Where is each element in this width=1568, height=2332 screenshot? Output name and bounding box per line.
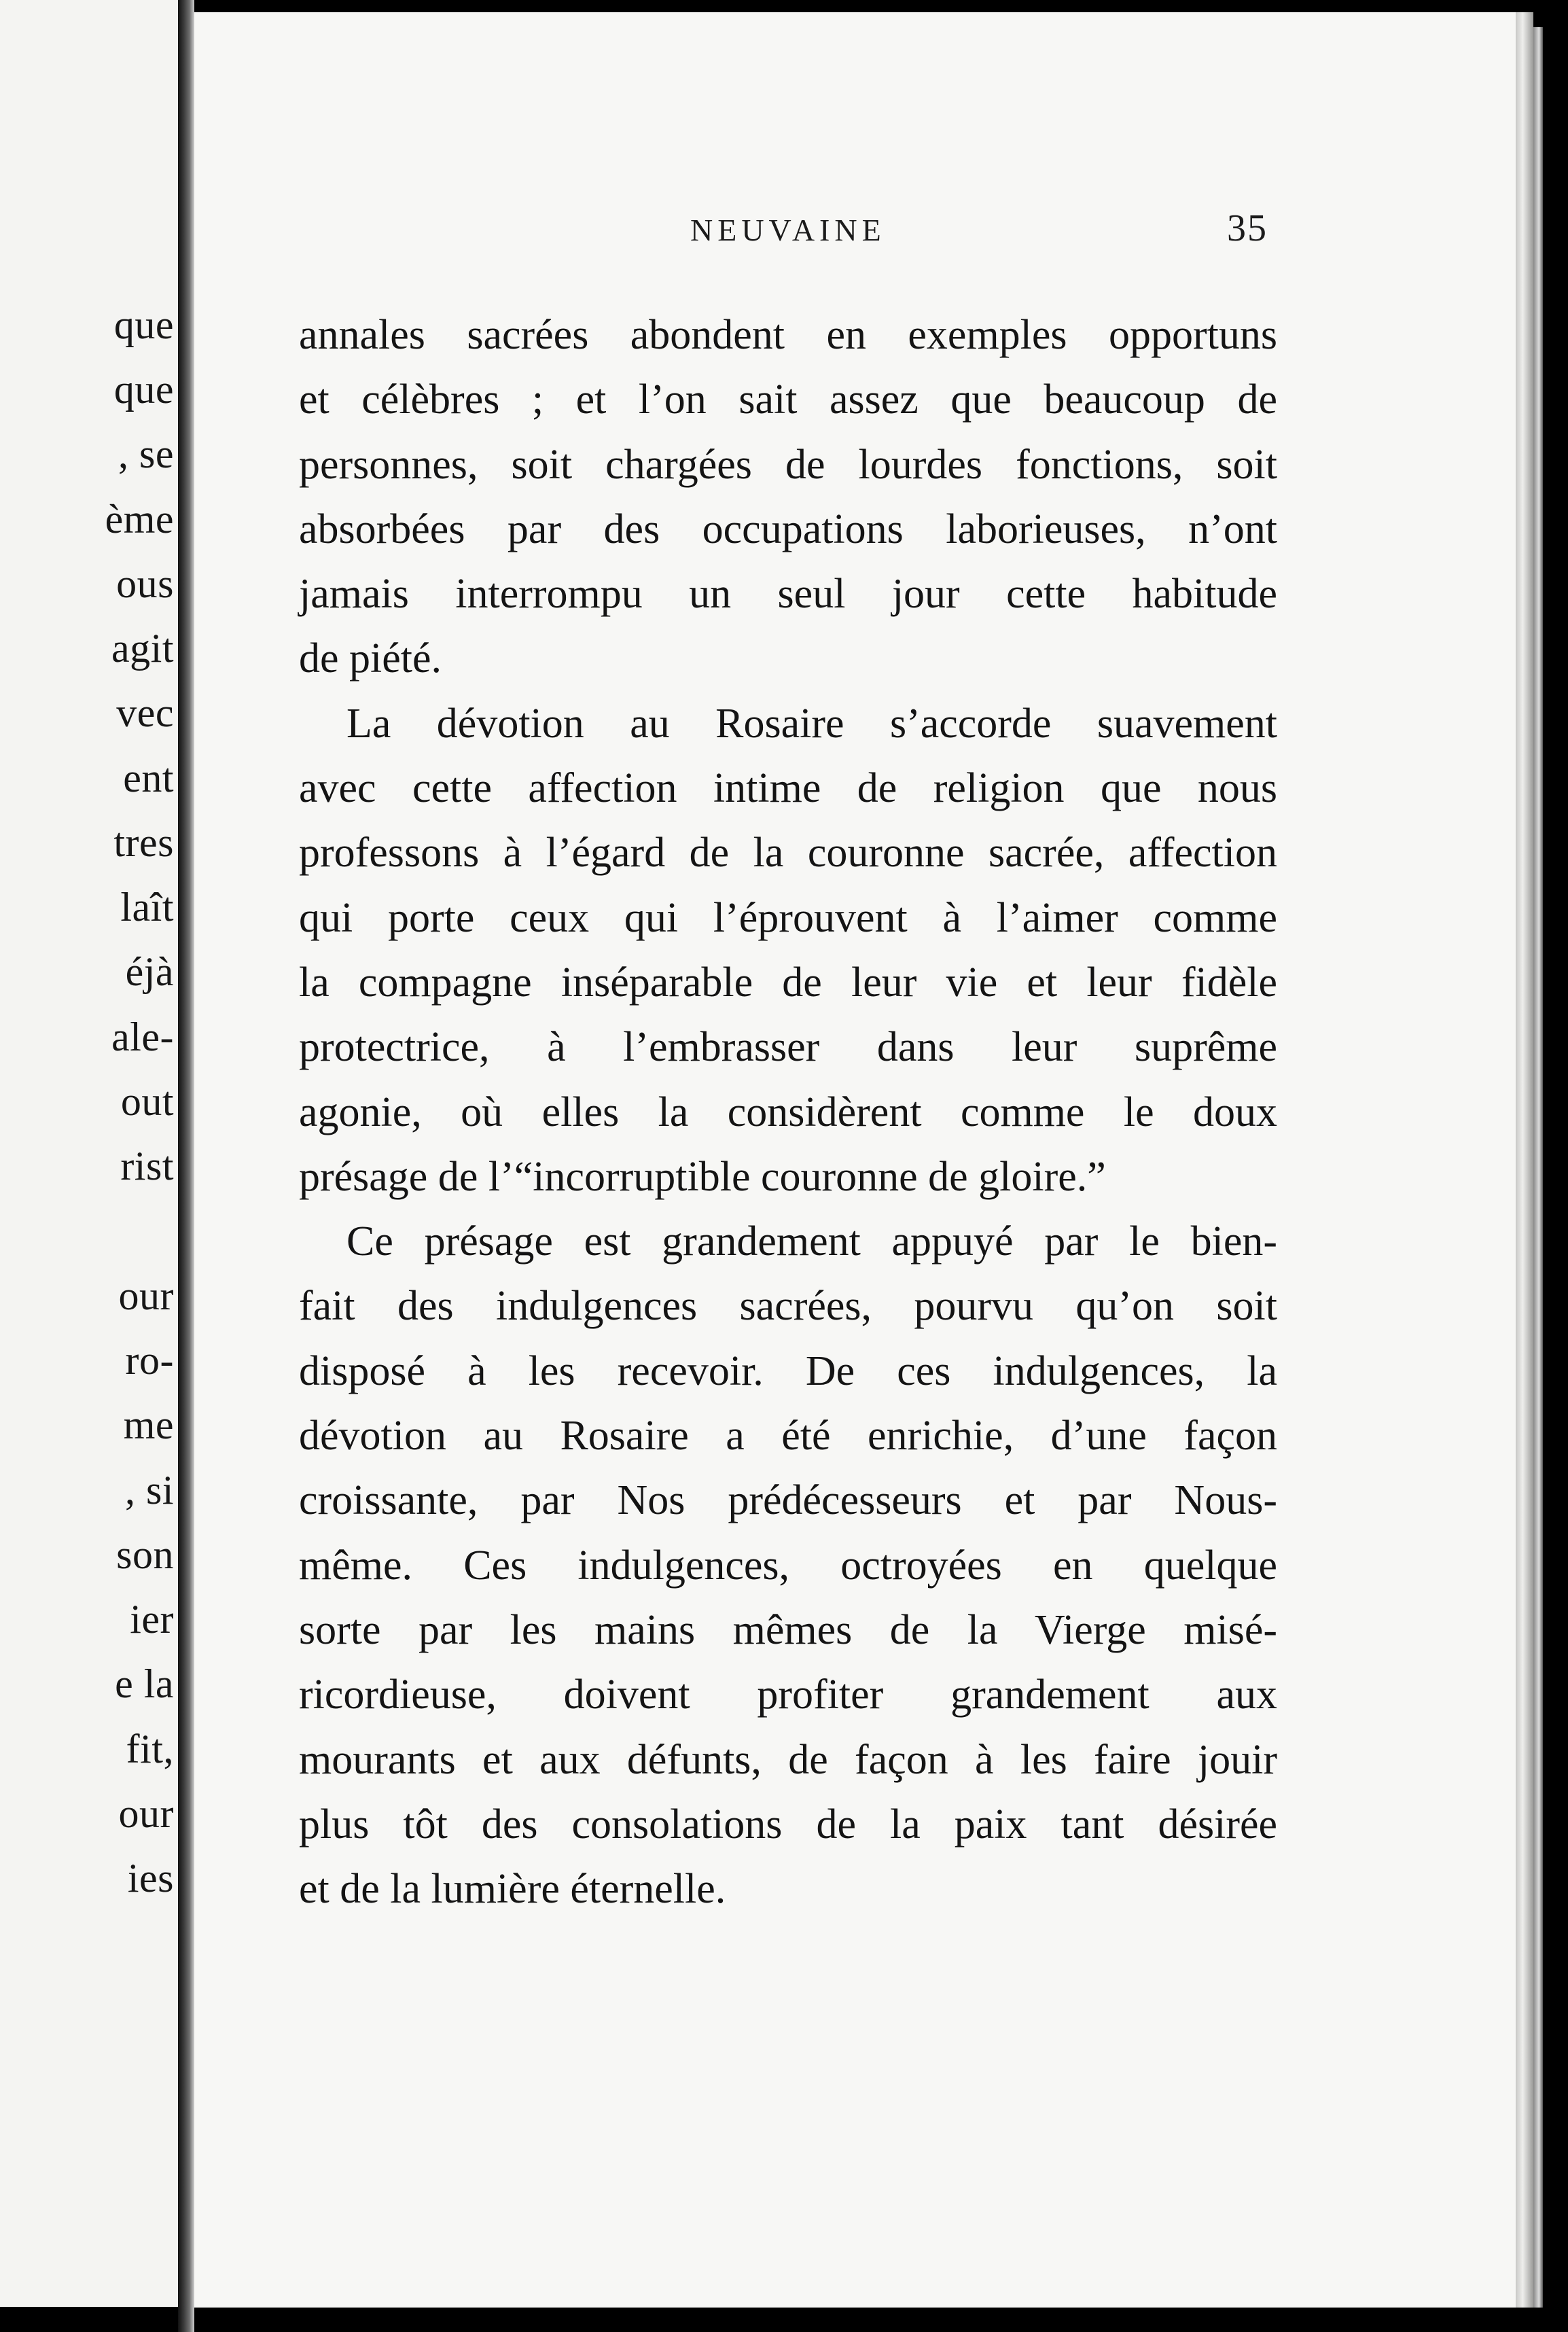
text-line: personnes, soit chargées de lourdes fonctions, soit: [299, 441, 1277, 488]
facing-page-fragment: our: [118, 1273, 174, 1318]
facing-page-fragment: , si: [124, 1468, 174, 1513]
facing-page-fragment: out: [120, 1079, 174, 1124]
facing-page-fragment: son: [116, 1532, 174, 1577]
text-line: la compagne inséparable de leur vie et leur fidèle: [299, 959, 1277, 1006]
facing-page-fragment: ent: [123, 756, 174, 800]
text-line: plus tôt des consolations de la paix tant désirée: [299, 1801, 1277, 1848]
text-line: avec cette affection intime de religion que nous: [299, 765, 1277, 812]
text-line: ricordieuse, doivent profiter grandement aux: [299, 1672, 1277, 1718]
text-line: protectrice, à l’embrasser dans leur suprême: [299, 1024, 1277, 1071]
facing-page-fragment: tres: [113, 820, 174, 865]
text-line: croissante, par Nos prédécesseurs et par Nous-: [299, 1477, 1277, 1524]
facing-page-fragment: ème: [105, 497, 174, 542]
text-line: mourants et aux défunts, de façon à les faire jouir: [299, 1736, 1277, 1783]
facing-page-fragment: que: [113, 302, 174, 347]
facing-page-fragment: laît: [120, 885, 174, 930]
text-line: même. Ces indulgences, octroyées en quelque: [299, 1542, 1277, 1589]
facing-page-fragment: our: [118, 1791, 174, 1836]
text-line: annales sacrées abondent en exemples opportuns: [299, 312, 1277, 358]
facing-page-left: [0, 0, 178, 2307]
facing-page-fragment: ier: [130, 1597, 174, 1642]
facing-page-fragment: agit: [111, 626, 174, 671]
facing-page-fragment: rist: [120, 1144, 174, 1188]
facing-page-fragment: fit,: [126, 1727, 174, 1771]
facing-page-fragment: e la: [115, 1661, 174, 1706]
facing-page-fragment: ro-: [125, 1338, 174, 1383]
facing-page-fragment: ale-: [111, 1014, 174, 1059]
body-text: [299, 303, 1277, 1922]
book-gutter: [178, 0, 194, 2332]
page-edge: [1516, 12, 1533, 2308]
text-line: dévotion au Rosaire a été enrichie, d’une façon: [299, 1413, 1277, 1460]
text-line: absorbées par des occupations laborieuses, n’ont: [299, 506, 1277, 552]
text-line: agonie, où elles la considèrent comme le doux: [299, 1089, 1277, 1135]
text-line: Ce présage est grandement appuyé par le bien-: [346, 1218, 1277, 1265]
text-line: présage de l’“incorruptible couronne de gloire.”: [299, 1153, 1106, 1200]
text-line: de piété.: [299, 635, 442, 682]
facing-page-fragment: me: [123, 1402, 174, 1447]
text-line: et célèbres ; et l’on sait assez que beaucoup de: [299, 376, 1277, 423]
text-line: fait des indulgences sacrées, pourvu qu’on soit: [299, 1283, 1277, 1330]
facing-page-fragment: ous: [116, 561, 174, 606]
facing-page-fragment: éjà: [125, 949, 174, 994]
facing-page-fragment: , se: [118, 431, 174, 476]
text-line: La dévotion au Rosaire s’accorde suavement: [346, 700, 1277, 747]
text-line: jamais interrompu un seul jour cette habitude: [299, 571, 1277, 618]
facing-page-fragment: que: [113, 367, 174, 412]
facing-page-fragment: vec: [116, 690, 174, 735]
page-edge: [1533, 27, 1543, 2308]
facing-page-fragment: ies: [127, 1856, 174, 1901]
text-line: professons à l’égard de la couronne sacrée, affection: [299, 830, 1277, 877]
text-line: disposé à les recevoir. De ces indulgences, la: [299, 1347, 1277, 1394]
text-line: et de la lumière éternelle.: [299, 1866, 726, 1913]
running-head: NEUVAINE: [690, 213, 886, 247]
text-line: sorte par les mains mêmes de la Vierge misé-: [299, 1606, 1277, 1653]
page-number: 35: [1227, 207, 1268, 249]
text-line: qui porte ceux qui l’éprouvent à l’aimer comme: [299, 894, 1277, 941]
